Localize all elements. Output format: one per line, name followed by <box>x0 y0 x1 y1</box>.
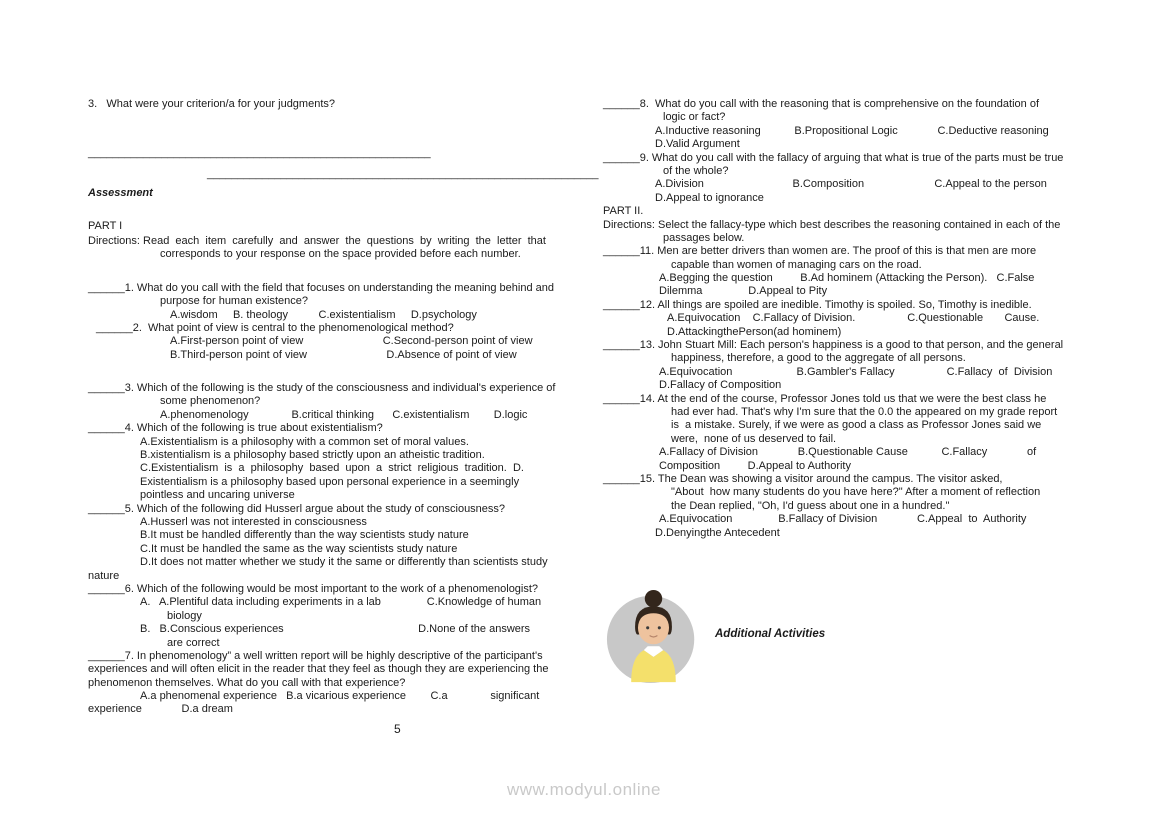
part1-heading: PART I <box>88 219 123 232</box>
text-line: A.Equivocation B.Gambler's Fallacy C.Fallacy of Division <box>659 365 1053 378</box>
text-line: of the whole? <box>663 164 729 177</box>
assessment-heading: Assessment <box>88 187 153 200</box>
text-line: ______4. Which of the following is true about existentialism? <box>88 422 383 435</box>
right-column <box>603 98 1083 540</box>
text-line: B. B.Conscious experiences D.None of the answers <box>140 623 531 636</box>
text-line: ______12. All things are spoiled are inedible. Timothy is spoiled. So, Timothy is inedible. <box>603 298 1032 311</box>
left-column <box>88 98 599 717</box>
text-line: had ever had. That's why I'm sure that the 0.0 the appeared on my grade report <box>671 405 1058 418</box>
text-line: A.a phenomenal experience B.a vicarious experience C.a significant <box>140 690 540 703</box>
text-line: phenomenon themselves. What do you call with that experience? <box>88 676 406 689</box>
cartoon-person-icon <box>605 588 702 685</box>
text-line: D.AttackingthePerson(ad hominem) <box>667 325 842 338</box>
text-line: A.Existentialism is a philosophy with a common set of moral values. <box>140 435 469 448</box>
text-line: logic or fact? <box>663 111 726 124</box>
text-line: C.It must be handled the same as the way scientists study nature <box>140 542 458 555</box>
text-line: 3. What were your criterion/a for your judgments? <box>88 98 335 110</box>
text-line: A.Division B.Composition C.Appeal to the person <box>655 178 1047 191</box>
text-line: the Dean replied, "Oh, I'd guess about one in a hundred." <box>671 499 950 512</box>
text-line: A.Equivocation C.Fallacy of Division. C.Questionable Cause. <box>667 312 1040 325</box>
text-line: is a mistake. Surely, if we were as good a class as Professor Jones said we <box>671 419 1042 432</box>
text-line: D.Valid Argument <box>655 138 740 151</box>
text-line: were, none of us deserved to fail. <box>671 432 837 445</box>
text-line: ______13. John Stuart Mill: Each person's happiness is a good to that person, and the general <box>603 339 1064 352</box>
text-line: ______9. What do you call with the fallacy of arguing that what is true of the parts must be true <box>603 151 1064 164</box>
text-line: A.First-person point of view C.Second-person point of view <box>170 335 533 348</box>
text-line: ______14. At the end of the course, Professor Jones told us that we were the best class he <box>603 392 1047 405</box>
text-line: ______6. Which of the following would be most important to the work of a phenomenologist? <box>88 582 539 595</box>
text-line: A.Husserl was not interested in consciousness <box>140 515 367 528</box>
text-line: D.It does not matter whether we study it the same or differently than scientists study <box>140 556 548 569</box>
answer-blank-line: ________________________________________________________________ <box>207 167 599 180</box>
text-line: ______1. What do you call with the field that focuses on understanding the meaning behind and <box>88 281 554 294</box>
text-line: A.wisdom B. theology C.existentialism D.psychology <box>170 308 477 321</box>
text-line: D.Denyingthe Antecedent <box>655 526 780 539</box>
text-line: pointless and uncaring universe <box>140 489 295 502</box>
text-line: happiness, therefore, a good to the aggregate of all persons. <box>671 352 966 365</box>
text-line: biology <box>167 609 202 622</box>
text-line: A. A.Plentiful data including experiments in a lab C.Knowledge of human <box>140 596 542 609</box>
text-line: B.xistentialism is a philosophy based strictly upon an atheistic tradition. <box>140 449 485 462</box>
text-line: ______2. What point of view is central to the phenomenological method? <box>96 321 454 334</box>
text-line: B.Third-person point of view D.Absence of point of view <box>170 348 517 361</box>
page-number: 5 <box>394 722 401 736</box>
text-line: experience D.a dream <box>88 703 233 716</box>
text-line: D.Appeal to ignorance <box>655 191 764 204</box>
text-line: Directions: Read each item carefully and answer the questions by writing the letter that <box>88 234 546 247</box>
text-line: nature <box>88 569 120 582</box>
text-line: ______5. Which of the following did Husserl argue about the study of consciousness? <box>88 502 506 515</box>
text-line: Composition D.Appeal to Authority <box>659 459 851 472</box>
watermark: www.modyul.online <box>507 780 662 799</box>
text-line: "About how many students do you have here?" After a moment of reflection <box>671 486 1041 499</box>
text-line: capable than women of managing cars on the road. <box>671 258 922 271</box>
text-line: Existentialism is a philosophy based upon personal experience in a seemingly <box>140 475 520 488</box>
text-line: ______7. In phenomenology” a well written report will be highly descriptive of the participant's <box>88 649 543 662</box>
text-line: experiences and will often elicit in the reader that they feel as though they are experiencing the <box>88 663 549 676</box>
text-line: A.Begging the question B.Ad hominem (Attacking the Person). C.False <box>659 272 1035 285</box>
text-line: passages below. <box>663 231 745 244</box>
text-line: B.It must be handled differently than the way scientists study nature <box>140 529 469 542</box>
text-line: ______15. The Dean was showing a visitor around the campus. The visitor asked, <box>603 472 1003 485</box>
text-line: ______11. Men are better drivers than women are. The proof of this is that men are more <box>603 245 1037 258</box>
text-line: Dilemma D.Appeal to Pity <box>659 285 828 298</box>
text-line: some phenomenon? <box>160 395 261 408</box>
text-line: A.phenomenology B.critical thinking C.existentialism D.logic <box>160 408 528 421</box>
text-line: corresponds to your response on the space provided before each number. <box>160 248 521 261</box>
text-line: A.Fallacy of Division B.Questionable Cause C.Fallacy of <box>659 446 1037 459</box>
text-line: ______3. Which of the following is the study of the consciousness and individual's experience of <box>88 382 556 395</box>
text-line: A.Inductive reasoning B.Propositional Logic C.Deductive reasoning <box>655 124 1049 137</box>
text-line: ______8. What do you call with the reasoning that is comprehensive on the foundation of <box>603 98 1040 110</box>
text-line: C.Existentialism is a philosophy based upon a strict religious tradition. D. <box>140 462 524 475</box>
additional-activities-heading: Additional Activities <box>715 628 826 640</box>
answer-blank-line: ________________________________________________________ <box>88 147 431 160</box>
text-line: are correct <box>167 636 220 649</box>
text-line: Directions: Select the fallacy-type which best describes the reasoning contained in each of the <box>603 218 1061 231</box>
teacher-cartoon-illustration <box>605 588 702 685</box>
text-line: purpose for human existence? <box>160 295 308 308</box>
text-line: A.Equivocation B.Fallacy of Division C.Appeal to Authority <box>659 513 1027 526</box>
text-line: D.Fallacy of Composition <box>659 379 782 392</box>
part2-heading: PART II. <box>603 205 644 218</box>
